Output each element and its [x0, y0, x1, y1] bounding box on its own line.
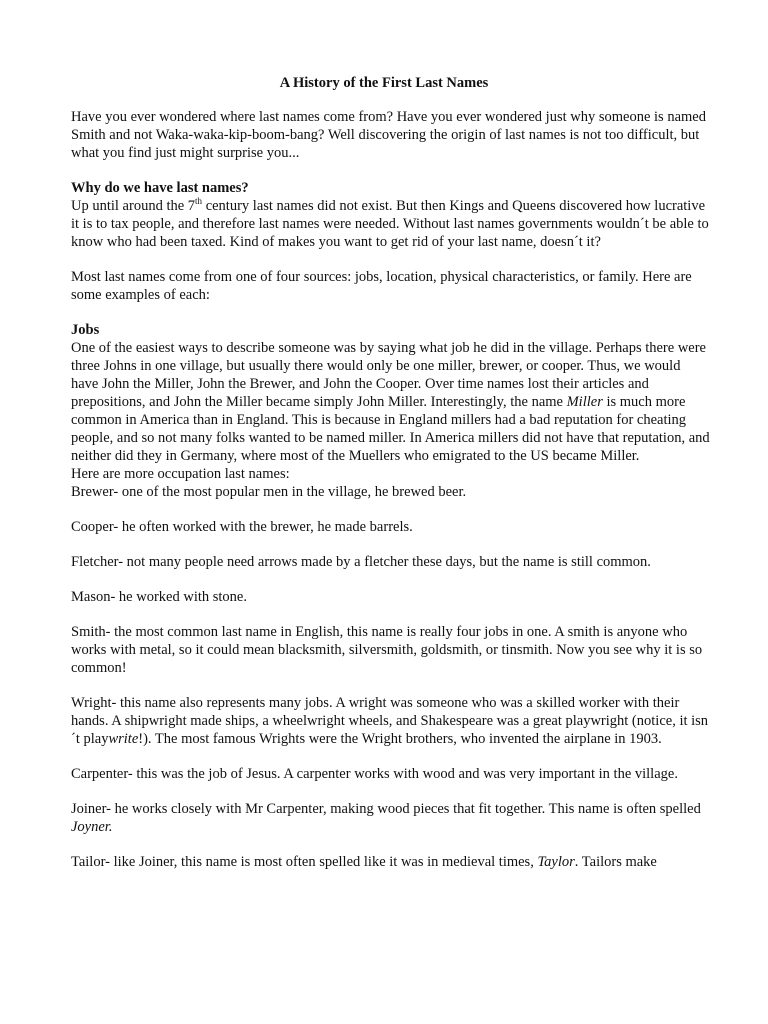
jobs-text-post: is much more common in America than in England. This is because in England millers had a bad reputation for cheating people, and so not many folks wanted to be named miller. In America millers did not have that reputation, and neither did they in Germany, where most of the Muellers who emigrated to the US became Miller.	[71, 394, 710, 464]
more-occupations-line: Here are more occupation last names:	[71, 466, 290, 482]
cooper-entry: Cooper- he often worked with the brewer, he made barrels.	[71, 519, 413, 535]
jobs-italic-miller: Miller	[566, 394, 603, 410]
why-superscript: th	[195, 196, 203, 207]
smith-entry: Smith- the most common last name in English, this name is really four jobs in one. A smith is anyone who works with metal, so it could mean blacksmith, silversmith, goldsmith, or tinsmith. Now you see why it is so common!	[71, 624, 703, 676]
wright-entry	[71, 694, 711, 748]
tailor-text-post: . Tailors make	[574, 854, 657, 870]
fletcher-entry: Fletcher- not many people need arrows made by a fletcher these days, but the name is still common.	[71, 554, 651, 570]
wright-text-pre: Wright- this name also represents many jobs. A wright was someone who was a skilled worker with their hands. A shipwright made ships, a wheelwright wheels, and Shakespeare was a great playwright (notice, it isn´t play	[71, 695, 709, 747]
jobs-heading: Jobs	[71, 322, 100, 338]
tailor-text-pre: Tailor- like Joiner, this name is most often spelled like it was in medieval times,	[71, 854, 538, 870]
jobs-text-pre: One of the easiest ways to describe someone was by saying what job he did in the village. Perhaps there were three Johns in one village, but usually there would only be one miller, brewer, or cooper. Thus, we would have John the Miller, John the Brewer, and John the Cooper. Over time names lost their articles and prepositions, and John the Miller became simply John Miller. Interestingly, the name	[71, 340, 706, 410]
why-text-post: century last names did not exist. But then Kings and Queens discovered how lucrative it is to tax people, and therefore last names were needed. Without last names governments wouldn´t be able to know who had been taxed. Kind of makes you want to get rid of your last name, doesn´t it?	[71, 198, 709, 250]
jobs-paragraph	[71, 339, 711, 465]
carpenter-entry: Carpenter- this was the job of Jesus. A carpenter works with wood and was very important in the village.	[71, 766, 678, 782]
tailor-italic: Taylor	[537, 854, 575, 870]
why-text-pre: Up until around the 7	[71, 198, 196, 214]
brewer-entry: Brewer- one of the most popular men in the village, he brewed beer.	[71, 484, 467, 500]
wright-italic: write	[108, 731, 139, 747]
mason-entry: Mason- he worked with stone.	[71, 589, 247, 605]
joiner-text-pre: Joiner- he works closely with Mr Carpenter, making wood pieces that fit together. This name is often spelled	[71, 801, 701, 817]
intro-paragraph: Have you ever wondered where last names come from? Have you ever wondered just why someone is named Smith and not Waka-waka-kip-boom-bang? Well discovering the origin of last names is not too difficult, but what you find just might surprise you...	[71, 109, 706, 161]
document-title: A History of the First Last Names	[279, 75, 489, 91]
why-heading: Why do we have last names?	[71, 180, 249, 196]
joiner-entry	[71, 800, 711, 836]
why-paragraph	[71, 197, 711, 251]
joiner-italic: Joyner.	[71, 819, 113, 835]
tailor-entry	[71, 853, 711, 871]
wright-text-post: !). The most famous Wrights were the Wright brothers, who invented the airplane in 1903.	[138, 731, 662, 747]
sources-paragraph: Most last names come from one of four sources: jobs, location, physical characteristics, or family. Here are some examples of each:	[71, 269, 692, 303]
document-body	[71, 108, 711, 871]
